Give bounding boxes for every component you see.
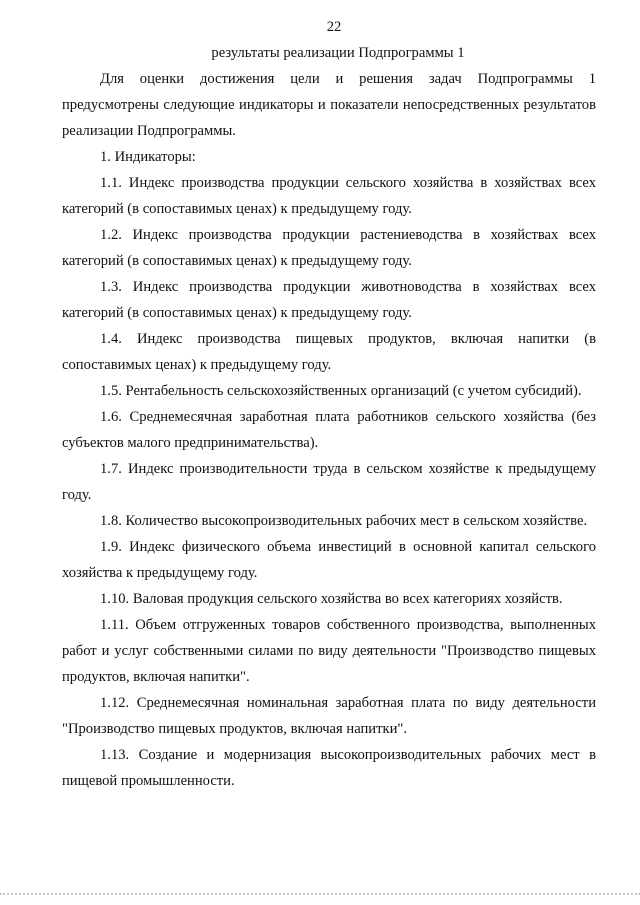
indicator-item: 1.11. Объем отгруженных товаров собственного производства, выполненных работ и услуг собственными силами по виду деятельности "Производство пищевых продуктов, включая напитки".: [62, 617, 596, 685]
intro-paragraph: Для оценки достижения цели и решения задач Подпрограммы 1 предусмотрены следующие индикаторы и показатели непосредственных результатов реализации Подпрограммы.: [62, 71, 596, 139]
page-number: 22: [326, 19, 342, 35]
indicator-item: 1.10. Валовая продукция сельского хозяйства во всех категориях хозяйств.: [100, 591, 563, 607]
section-heading: результаты реализации Подпрограммы 1: [211, 45, 465, 61]
indicator-item: 1.1. Индекс производства продукции сельского хозяйства в хозяйствах всех категорий (в сопоставимых ценах) к предыдущему году.: [62, 175, 596, 217]
indicator-item: 1.9. Индекс физического объема инвестиций в основной капитал сельского хозяйства к предыдущему году.: [62, 539, 596, 581]
scan-edge-artifact: [0, 893, 640, 905]
document-page: [62, 14, 596, 794]
indicator-item: 1.13. Создание и модернизация высокопроизводительных рабочих мест в пищевой промышленности.: [62, 747, 596, 789]
indicator-item: 1.6. Среднемесячная заработная плата работников сельского хозяйства (без субъектов малого предпринимательства).: [62, 409, 596, 451]
indicator-item: 1.12. Среднемесячная номинальная заработная плата по виду деятельности "Производство пищевых продуктов, включая напитки".: [62, 695, 596, 737]
indicator-item: 1.4. Индекс производства пищевых продуктов, включая напитки (в сопоставимых ценах) к предыдущему году.: [62, 331, 596, 373]
indicator-item: 1.5. Рентабельность сельскохозяйственных организаций (с учетом субсидий).: [100, 383, 582, 399]
indicator-item: 1.2. Индекс производства продукции растениеводства в хозяйствах всех категорий (в сопоставимых ценах) к предыдущему году.: [62, 227, 596, 269]
indicator-item: 1.3. Индекс производства продукции животноводства в хозяйствах всех категорий (в сопоставимых ценах) к предыдущему году.: [62, 279, 596, 321]
indicator-item: 1.8. Количество высокопроизводительных рабочих мест в сельском хозяйстве.: [100, 513, 588, 529]
indicator-item: 1.7. Индекс производительности труда в сельском хозяйстве к предыдущему году.: [62, 461, 596, 503]
indicators-title: 1. Индикаторы:: [100, 149, 196, 165]
